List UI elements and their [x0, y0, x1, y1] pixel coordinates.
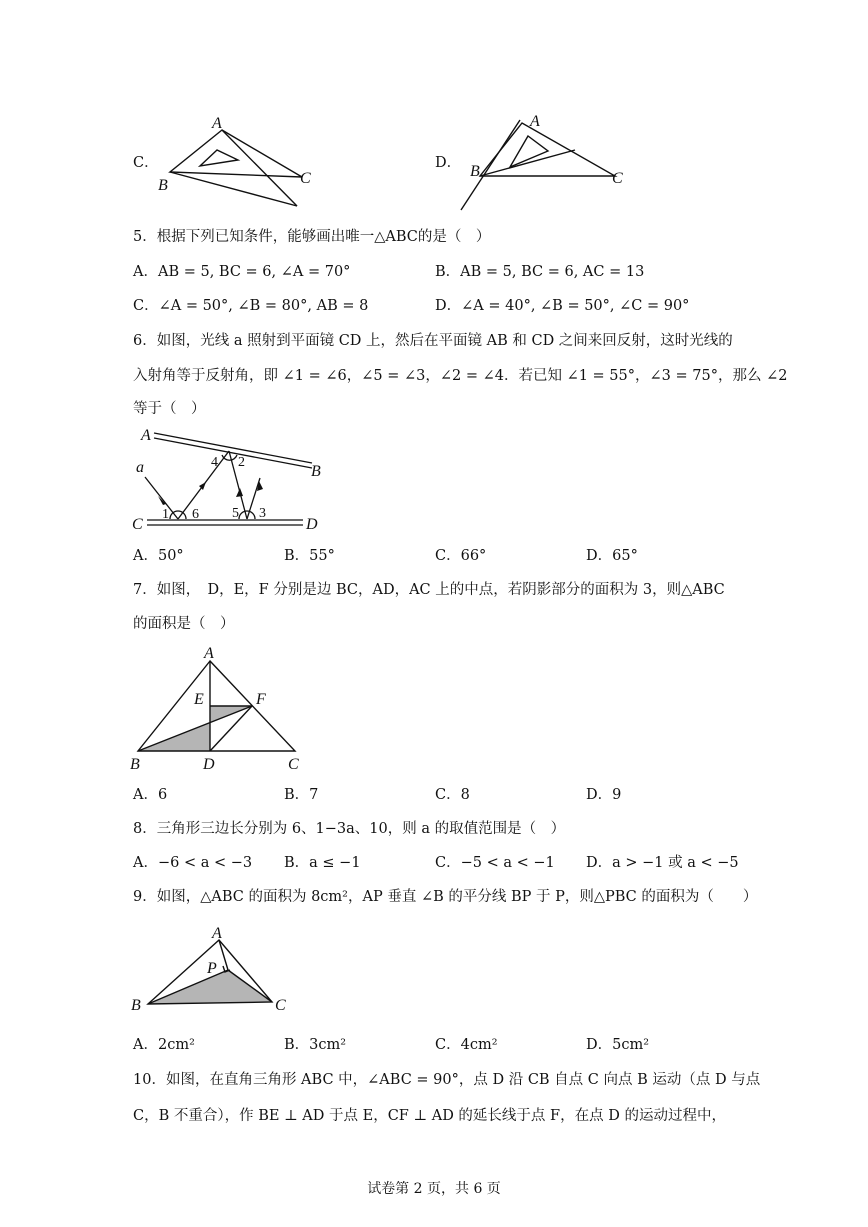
q7-triangle-figure: [128, 640, 308, 775]
q10-stem-line2: C，B 不重合），作 BE ⊥ AD 于点 E，CF ⊥ AD 的延长线于点 F，在点 D 的运动过程中，: [133, 1108, 726, 1124]
q4c-inner-triangle: [200, 150, 238, 166]
q8-option-d: D．a > −1 或 a < −5: [586, 855, 739, 871]
arrow-head-3: [236, 488, 243, 497]
q4-option-c-label: C．: [133, 155, 159, 171]
q4c-label-a: A: [212, 115, 222, 132]
q4d-label-b: B: [470, 163, 480, 180]
q7-option-b: B．7: [284, 787, 319, 803]
q7-label-b: B: [130, 756, 140, 773]
q9-triangle-figure: [128, 918, 298, 1018]
q4d-side-line2: [480, 150, 575, 176]
q6-angle-5: 5: [232, 506, 239, 521]
q9-label-p: P: [207, 960, 217, 977]
q10-stem-line1: 10．如图，在直角三角形 ABC 中，∠ABC = 90°，点 D 沿 CB 自点 C 向点 B 运动（点 D 与点: [133, 1072, 761, 1088]
q8-option-a: A．−6 < a < −3: [133, 855, 253, 871]
q7-label-f: F: [256, 691, 266, 708]
q8-option-b: B．a ≤ −1: [284, 855, 361, 871]
q4c-outer-triangle: [170, 130, 302, 177]
q7-option-d: D．9: [586, 787, 622, 803]
q9-option-b: B．3cm²: [284, 1037, 347, 1053]
q4d-label-a: A: [530, 113, 540, 130]
q6-label-b-mirror: B: [311, 463, 321, 480]
q4c-side-line: [170, 172, 297, 206]
q5-option-a: A．AB = 5, BC = 6, ∠A = 70°: [133, 264, 351, 280]
q4c-label-b: B: [158, 177, 168, 194]
q9-label-c: C: [275, 997, 286, 1014]
q9-stem: 9．如图，△ABC 的面积为 8cm²，AP 垂直 ∠B 的平分线 BP 于 P，则△PBC 的面积为（ ）: [133, 889, 758, 905]
q6-stem-line2: 入射角等于反射角，即 ∠1 = ∠6，∠5 = ∠3，∠2 = ∠4．若已知 ∠1 = 55°，∠3 = 75°，那么 ∠2: [133, 368, 788, 384]
q9-option-d: D．5cm²: [586, 1037, 650, 1053]
q4c-label-c: C: [300, 170, 311, 187]
q6-angle-6: 6: [192, 507, 199, 522]
q6-option-d: D．65°: [586, 548, 638, 564]
q7-option-a: A．6: [133, 787, 168, 803]
q9-option-a: A．2cm²: [133, 1037, 195, 1053]
q4d-figure: [455, 110, 630, 215]
q7-stem-line1: 7．如图， D，E，F 分别是边 BC，AD，AC 上的中点，若阴影部分的面积为 3，则△ABC: [133, 582, 725, 598]
q6-stem-line3: 等于（ ）: [133, 401, 206, 417]
page-footer: 试卷第 2 页，共 6 页: [367, 1181, 501, 1197]
q6-angle-1: 1: [162, 507, 169, 522]
q7-label-e: E: [194, 691, 204, 708]
q6-mirror-figure: [128, 420, 333, 538]
angle-arc-4-2: [222, 455, 237, 460]
q4c-figure: [150, 110, 320, 210]
q6-angle-2: 2: [238, 455, 245, 470]
q6-angle-4: 4: [211, 455, 218, 470]
q4-option-d-label: D．: [435, 155, 462, 171]
q8-stem: 8．三角形三边长分别为 6、1−3a、10，则 a 的取值范围是（ ）: [133, 821, 566, 837]
q7-label-d: D: [203, 756, 215, 773]
q7-stem-line2: 的面积是（ ）: [133, 616, 235, 632]
q6-label-c-mirror: C: [132, 516, 143, 533]
q5-option-b: B．AB = 5, BC = 6, AC = 13: [435, 264, 645, 280]
q6-label-ray-a: a: [136, 459, 144, 476]
q8-option-c: C．−5 < a < −1: [435, 855, 555, 871]
q6-label-a-mirror: A: [141, 427, 151, 444]
q6-stem-line1: 6．如图，光线 a 照射到平面镜 CD 上，然后在平面镜 AB 和 CD 之间来回反射，这时光线的: [133, 333, 733, 349]
q4d-label-c: C: [612, 170, 623, 187]
q6-option-b: B．55°: [284, 548, 335, 564]
q6-label-d-mirror: D: [306, 516, 318, 533]
q7-label-a: A: [204, 645, 214, 662]
q6-option-a: A．50°: [133, 548, 184, 564]
q9-option-c: C．4cm²: [435, 1037, 498, 1053]
q9-label-a: A: [212, 925, 222, 942]
q5-option-c: C．∠A = 50°, ∠B = 80°, AB = 8: [133, 298, 369, 314]
q6-angle-3: 3: [259, 506, 266, 521]
q9-label-b: B: [131, 997, 141, 1014]
q5-stem: 5．根据下列已知条件，能够画出唯一△ABC的是（ ）: [133, 229, 491, 245]
q7-label-c: C: [288, 756, 299, 773]
q7-option-c: C．8: [435, 787, 470, 803]
q5-option-d: D．∠A = 40°, ∠B = 50°, ∠C = 90°: [435, 298, 690, 314]
arrow-head-1: [158, 496, 166, 505]
q6-option-c: C．66°: [435, 548, 487, 564]
mirror-ab-top: [154, 433, 312, 463]
mirror-ab-bottom: [154, 438, 312, 468]
